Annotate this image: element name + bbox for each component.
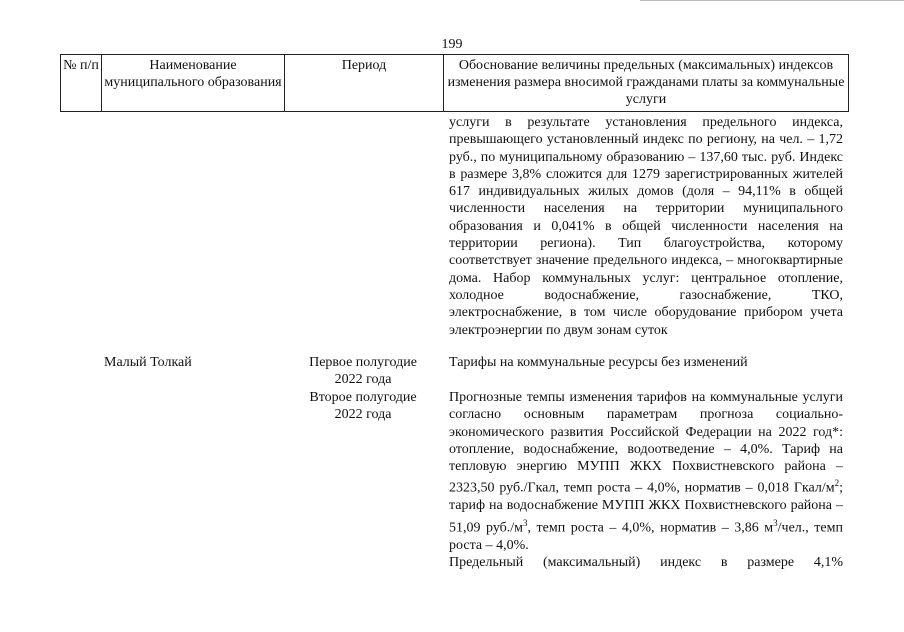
page-number: 199 bbox=[441, 37, 463, 52]
scan-mark-top bbox=[640, 0, 904, 1]
period-first-half: Первое полугодие 2022 года bbox=[309, 355, 417, 388]
text-second-part-c: , темп роста – 4,0%, норматив – 3,86 м bbox=[527, 520, 774, 536]
municipality-name: Малый Толкай bbox=[104, 355, 192, 370]
period-second-half: Второе полугодие 2022 года bbox=[309, 390, 417, 423]
text-second-part-d: /чел., темп роста – 4,0%. bbox=[449, 520, 843, 553]
text-second-part-b: ; тариф на водоснабжение МУПП ЖКХ Похвистневского района – 51,09 руб./м bbox=[449, 481, 843, 536]
text-second-last-line: Предельный (максимальный) индекс в размере 4,1% bbox=[449, 554, 843, 570]
header-col-number: № п/п bbox=[60, 54, 102, 112]
text-first-half: Тарифы на коммунальные ресурсы без изменений bbox=[449, 355, 748, 370]
superscript-3a: 3 bbox=[523, 517, 528, 528]
text-second-half bbox=[449, 389, 843, 571]
header-col-justification: Обоснование величины предельных (максимальных) индексов изменения размера вносимой гражданами платы за коммунальные услуги bbox=[443, 54, 849, 112]
text-second-part-a: Прогнозные темпы изменения тарифов на коммунальные услуги согласно основным параметрам прогноза социально-экономического развития Российской Федерации на 2022 год*: отопление, водоснабжение, водоотведение – 4,0%. Тариф на тепловую энергию МУПП ЖКХ Похвистневского района – 2323,50 руб./Гкал, темп роста – 4,0%, норматив – 0,018 Гкал/м bbox=[449, 390, 843, 497]
header-col-period: Период bbox=[284, 54, 444, 112]
header-col-municipality: Наименование муниципального образования bbox=[101, 54, 285, 112]
superscript-3b: 3 bbox=[773, 517, 778, 528]
continuation-text: услуги в результате установления предельного индекса, превышающего установленный индекс по региону, на чел. – 1,72 руб., по муниципальному образованию – 137,60 тыс. руб. Индекс в размере 3,8% сложится для 1279 зарегистрированных жителей 617 индивидуальных жилых домов (доля – 94,11% в общей численности населения на территории муниципального образования и 0,041% в общей численности населения на территории региона). Тип благоустройства, которому соответствует значение предельного индекса, – многоквартирные дома. Набор коммунальных услуг: центральное отопление, холодное водоснабжение, газоснабжение, ТКО, электроснабжение, в том числе оборудование прибором учета электроэнергии по двум зонам суток bbox=[449, 115, 843, 338]
superscript-2: 2 bbox=[834, 478, 840, 489]
